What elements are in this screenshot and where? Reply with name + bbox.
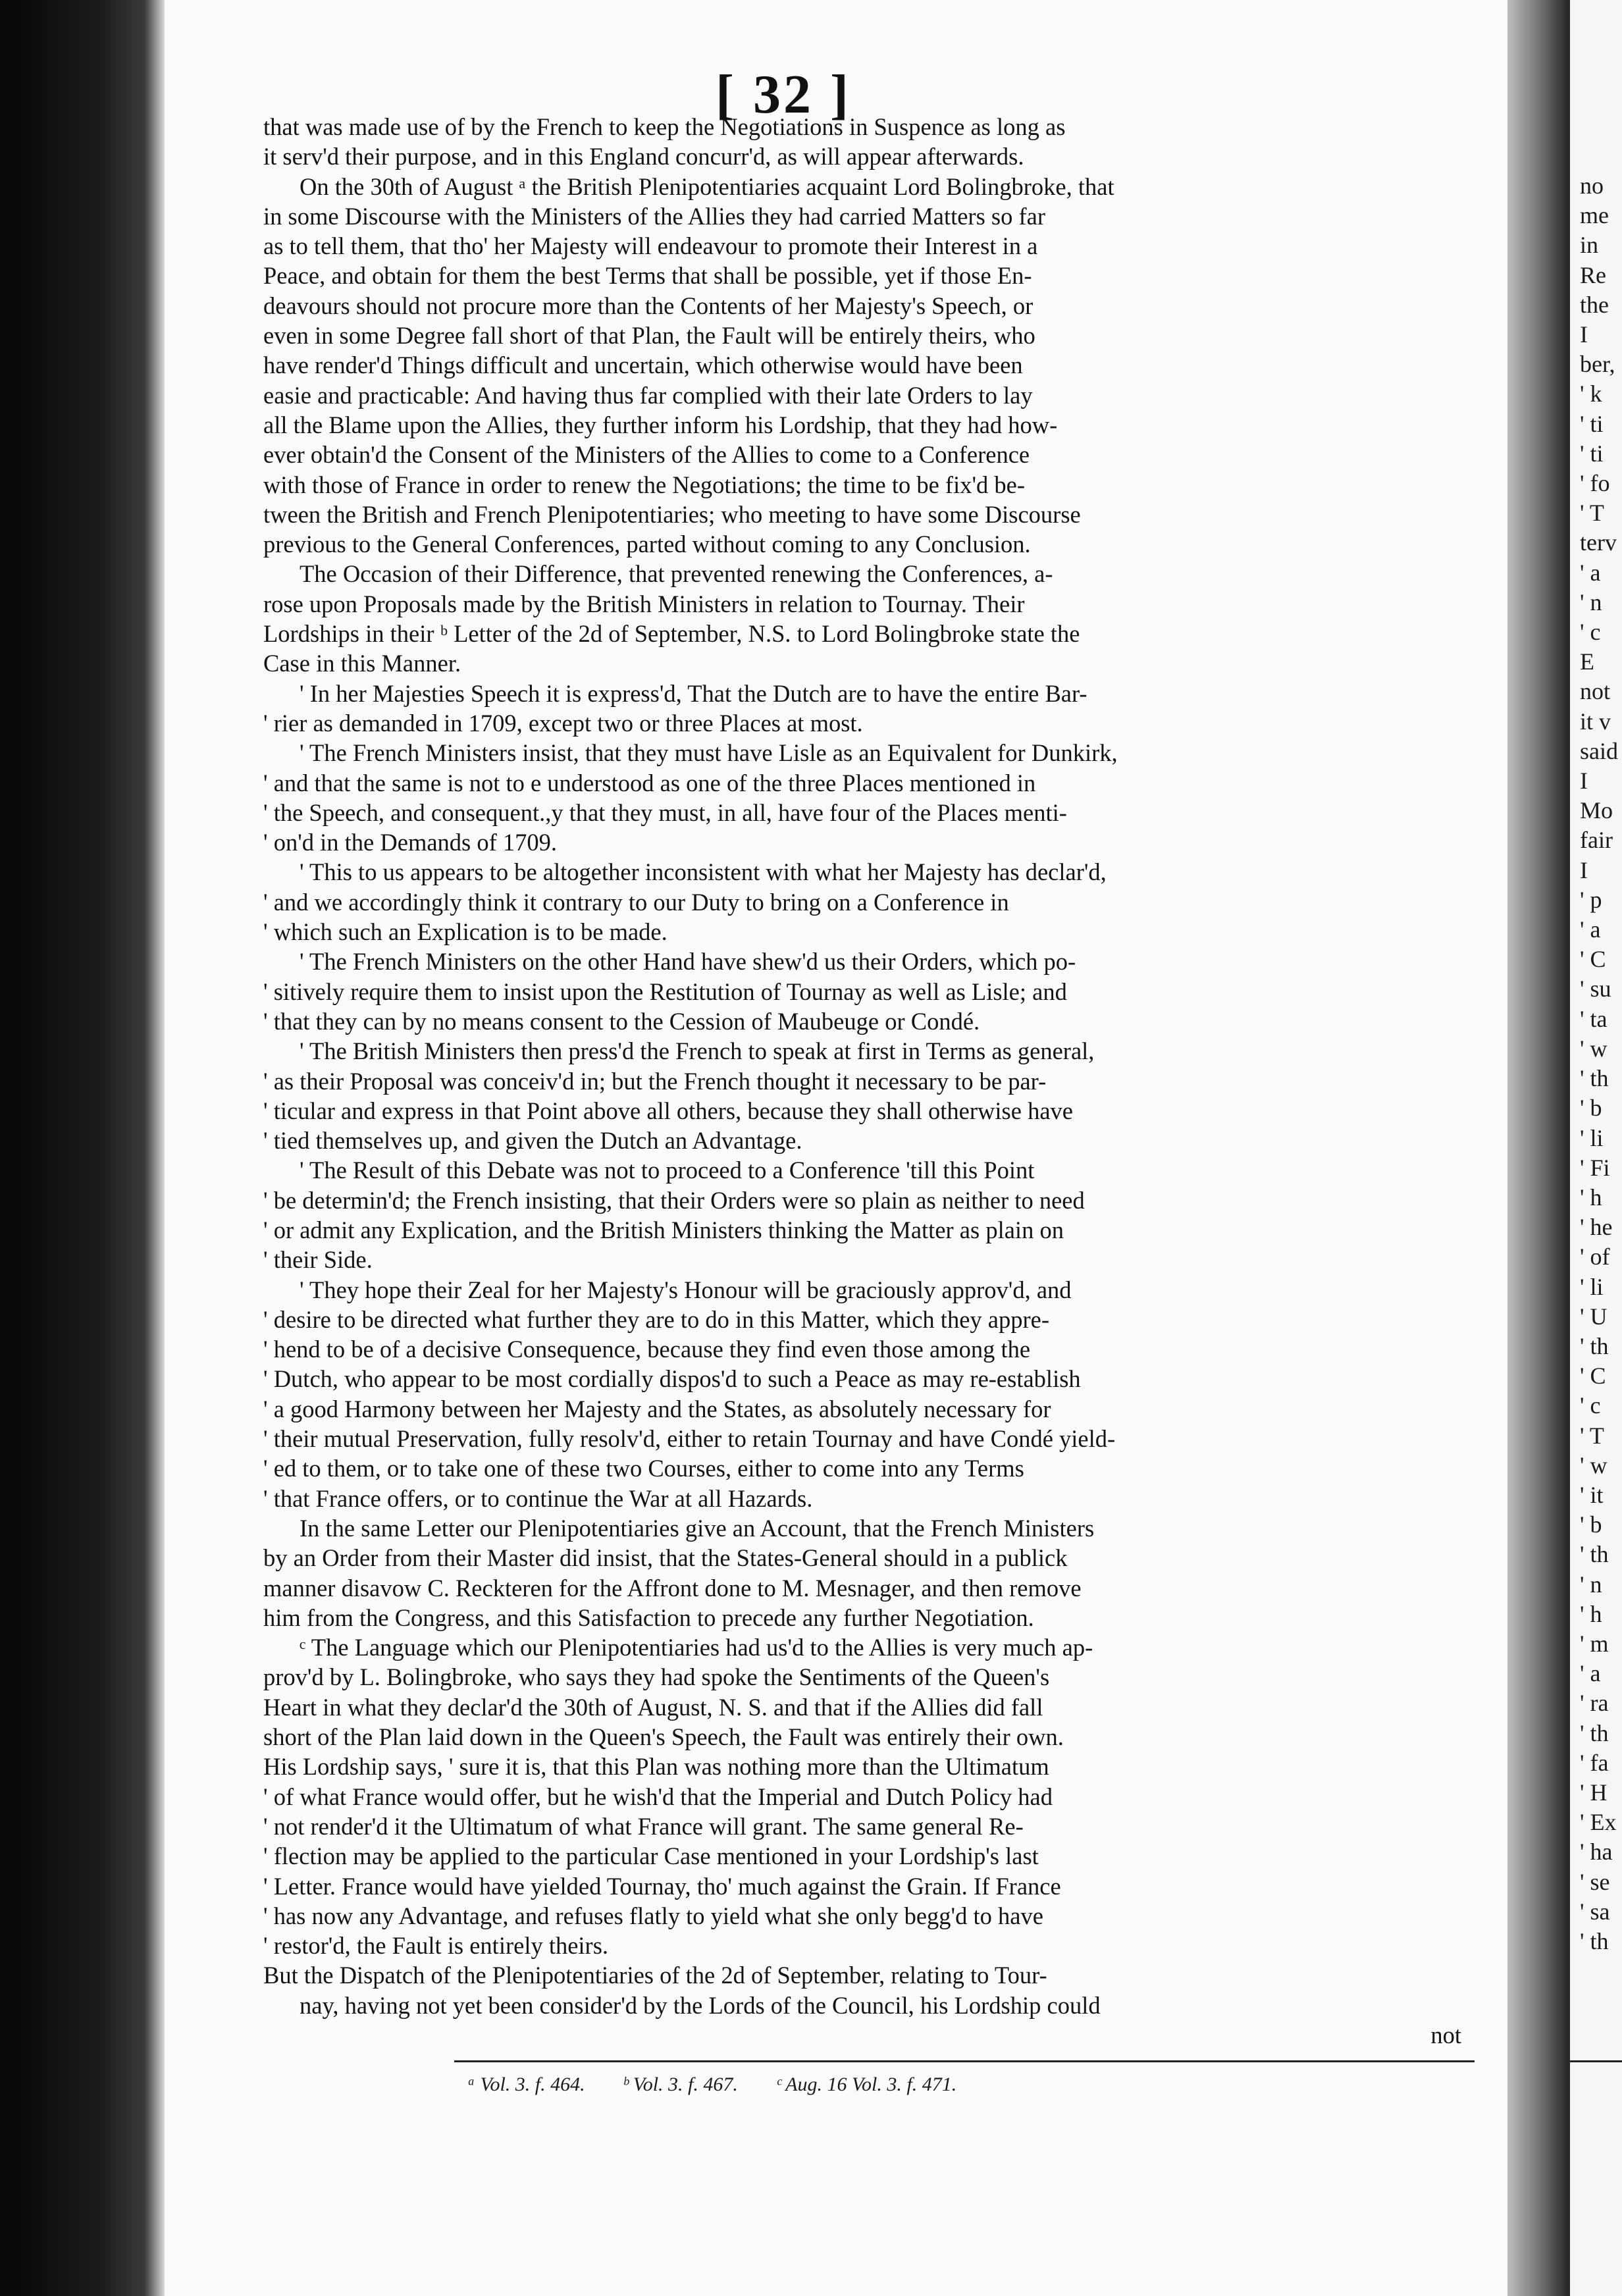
text-line: Case in this Manner.	[263, 650, 461, 677]
text-line: ' a good Harmony between her Majesty and the States, as absolutely necessary for	[263, 1395, 1051, 1422]
facing-text-fragment: ' su	[1580, 976, 1611, 1003]
text-line: In the same Letter our Plenipotentiaries give an Account, that the French Ministers	[300, 1514, 1095, 1542]
facing-text-fragment: fair	[1580, 827, 1613, 854]
text-line: ' has now any Advantage, and refuses flatly to yield what she only begg'd to have	[263, 1902, 1043, 1929]
text-line: tween the British and French Plenipotentiaries; who meeting to have some Discourse	[263, 500, 1081, 528]
facing-text-fragment: I	[1580, 321, 1588, 348]
text-line: manner disavow C. Reckteren for the Affront done to M. Mesnager, and then remove	[263, 1574, 1082, 1602]
footnotes	[467, 2074, 1494, 2096]
facing-text-fragment: ' ha	[1580, 1839, 1613, 1866]
footnote-a: ᵃ Vol. 3. f. 464.	[467, 2074, 585, 2095]
facing-text-fragment: ' p	[1580, 886, 1602, 913]
text-line: ' and we accordingly think it contrary to our Duty to bring on a Conference in	[263, 888, 1009, 916]
facing-text-fragment: ' w	[1580, 1035, 1608, 1062]
catchword: not	[1430, 2022, 1461, 2048]
text-line: ' ticular and express in that Point above all others, because they shall otherwise have	[263, 1097, 1073, 1124]
facing-text-fragment: ' c	[1580, 619, 1601, 646]
text-line: ' as their Proposal was conceiv'd in; but the French thought it necessary to be par-	[263, 1067, 1047, 1095]
text-line: ' their Side.	[263, 1246, 373, 1274]
facing-text-fragment: ' a	[1580, 916, 1601, 943]
text-line: have render'd Things difficult and uncertain, which otherwise would have been	[263, 352, 1023, 379]
footnote-divider	[454, 2060, 1475, 2062]
facing-text-fragment: terv	[1580, 529, 1617, 556]
text-line: His Lordship says, ' sure it is, that this Plan was nothing more than the Ultimatum	[263, 1753, 1049, 1781]
text-line: ' ed to them, or to take one of these two Courses, either to come into any Terms	[263, 1455, 1024, 1482]
facing-text-fragment: ' th	[1580, 1719, 1609, 1746]
facing-text-fragment: ' ta	[1580, 1005, 1608, 1032]
text-line: ' The Result of this Debate was not to proceed to a Conference 'till this Point	[300, 1157, 1035, 1184]
facing-text-fragment: ' C	[1580, 946, 1606, 973]
text-line: ' tied themselves up, and given the Dutch an Advantage.	[263, 1127, 802, 1155]
facing-text-fragment: ' sa	[1580, 1898, 1610, 1925]
facing-text-fragment: ' th	[1580, 1332, 1609, 1359]
text-line: ' The British Ministers then press'd the French to speak at first in Terms as general,	[300, 1037, 1095, 1065]
facing-text-fragment: E	[1580, 648, 1594, 675]
facing-text-fragment: ' th	[1580, 1065, 1609, 1092]
text-line: ' that France offers, or to continue the War at all Hazards.	[263, 1484, 813, 1512]
facing-text-fragment: ' fa	[1580, 1749, 1609, 1776]
text-line: Lordships in their ᵇ Letter of the 2d of September, N.S. to Lord Bolingbroke state the	[263, 620, 1080, 648]
facing-text-fragment: ' n	[1580, 588, 1602, 615]
text-line: short of the Plan laid down in the Queen's Speech, the Fault was entirely their own.	[263, 1723, 1064, 1751]
facing-text-fragment: ' li	[1580, 1273, 1604, 1300]
facing-text-fragment: ' fo	[1580, 470, 1610, 497]
facing-text-fragment: ' k	[1580, 380, 1602, 407]
facing-text-fragment: ' w	[1580, 1451, 1608, 1478]
facing-text-fragment: ' U	[1580, 1303, 1608, 1330]
facing-footnote-divider	[1570, 2060, 1622, 2062]
facing-text-fragment: ' ti	[1580, 440, 1604, 467]
facing-text-fragment: ' h	[1580, 1184, 1602, 1211]
facing-text-fragment: ' T	[1580, 500, 1604, 527]
text-line: ' on'd in the Demands of 1709.	[263, 829, 558, 856]
body-text	[263, 112, 1461, 2050]
facing-text-fragment: ' H	[1580, 1779, 1608, 1806]
facing-text-fragment: ' th	[1580, 1541, 1609, 1568]
text-line: ' sitively require them to insist upon the Restitution of Tournay as well as Lisle; and	[263, 978, 1067, 1005]
text-line: all the Blame upon the Allies, they further inform his Lordship, that they had how-	[263, 411, 1058, 438]
facing-text-fragment: ' h	[1580, 1600, 1602, 1627]
facing-text-fragment: ' c	[1580, 1392, 1601, 1419]
text-line: ' hend to be of a decisive Consequence, because they find even those among the	[263, 1336, 1031, 1363]
text-line: in some Discourse with the Ministers of the Allies they had carried Matters so far	[263, 202, 1045, 230]
facing-text-fragment: ' a	[1580, 559, 1601, 586]
facing-text-fragment: it v	[1580, 708, 1611, 735]
facing-text-fragment: ' th	[1580, 1927, 1609, 1954]
text-line: Peace, and obtain for them the best Terms that shall be possible, yet if those En-	[263, 262, 1032, 290]
facing-text-fragment: said	[1580, 737, 1618, 764]
text-line: ever obtain'd the Consent of the Ministers of the Allies to come to a Conference	[263, 441, 1030, 469]
facing-text-fragment: ' n	[1580, 1571, 1602, 1598]
text-line: nay, having not yet been consider'd by the Lords of the Council, his Lordship could	[300, 1991, 1101, 2019]
text-line: On the 30th of August ᵃ the British Plenipotentiaries acquaint Lord Bolingbroke, that	[300, 172, 1114, 200]
facing-text-fragment: ' se	[1580, 1868, 1610, 1895]
facing-text-fragment: ' b	[1580, 1511, 1602, 1538]
text-line: ' the Speech, and consequent.,y that they must, in all, have four of the Places menti-	[263, 798, 1067, 826]
text-line: it serv'd their purpose, and in this England concurr'd, as will appear afterwards.	[263, 143, 1024, 170]
facing-text-fragment: Mo	[1580, 797, 1613, 824]
text-line: ' desire to be directed what further they are to do in this Matter, which they appre-	[263, 1305, 1049, 1333]
facing-text-fragment: in	[1580, 232, 1599, 259]
text-line: rose upon Proposals made by the British Ministers in relation to Tournay. Their	[263, 590, 1025, 617]
facing-text-fragment: ' Fi	[1580, 1154, 1610, 1181]
facing-text-fragment: ' it	[1580, 1481, 1604, 1508]
facing-text-fragment: not	[1580, 678, 1611, 705]
text-line: as to tell them, that tho' her Majesty will endeavour to promote their Interest in a	[263, 232, 1038, 260]
facing-text-fragment: I	[1580, 856, 1588, 883]
facing-text-fragment: Re	[1580, 261, 1606, 288]
text-line: But the Dispatch of the Plenipotentiaries of the 2d of September, relating to Tour-	[263, 1962, 1047, 1989]
scan-dark-edge-left	[0, 0, 165, 2296]
facing-text-fragment: ' C	[1580, 1363, 1606, 1390]
facing-text-fragment: ' m	[1580, 1630, 1609, 1657]
facing-text-fragment: ' Ex	[1580, 1809, 1617, 1836]
text-line: him from the Congress, and this Satisfaction to precede any further Negotiation.	[263, 1604, 1034, 1631]
facing-text-fragment: ' b	[1580, 1095, 1602, 1122]
facing-text-fragment: ' he	[1580, 1214, 1613, 1241]
text-line: ' of what France would offer, but he wish'd that the Imperial and Dutch Policy had	[263, 1783, 1053, 1810]
text-line: prov'd by L. Bolingbroke, who says they had spoke the Sentiments of the Queen's	[263, 1663, 1050, 1691]
text-line: ' which such an Explication is to be made.	[263, 918, 667, 946]
text-line: ᶜ The Language which our Plenipotentiaries had us'd to the Allies is very much ap-	[300, 1634, 1093, 1661]
text-line: that was made use of by the French to keep the Negotiations in Suspence as long as	[263, 113, 1066, 140]
facing-page-text-fragments	[1580, 171, 1622, 1956]
text-line: ' that they can by no means consent to the Cession of Maubeuge or Condé.	[263, 1007, 980, 1035]
text-line: with those of France in order to renew the Negotiations; the time to be fix'd be-	[263, 471, 1026, 498]
facing-text-fragment: me	[1580, 202, 1609, 229]
facing-text-fragment: ' a	[1580, 1660, 1601, 1687]
text-line: ' Letter. France would have yielded Tournay, tho' much against the Grain. If France	[263, 1872, 1061, 1900]
facing-text-fragment: ' li	[1580, 1124, 1604, 1151]
text-line: ' In her Majesties Speech it is express'd, That the Dutch are to have the entire Bar-	[300, 679, 1087, 707]
facing-text-fragment: ' of	[1580, 1243, 1610, 1270]
text-line: deavours should not procure more than the Contents of her Majesty's Speech, or	[263, 292, 1033, 319]
facing-text-fragment: ber,	[1580, 351, 1615, 378]
facing-text-fragment: ' T	[1580, 1422, 1604, 1449]
text-line: ' their mutual Preservation, fully resolv'd, either to retain Tournay and have Condé yield-	[263, 1425, 1116, 1453]
text-line: The Occasion of their Difference, that prevented renewing the Conferences, a-	[300, 560, 1053, 588]
facing-text-fragment: I	[1580, 768, 1588, 795]
page-number: [ 32 ]	[716, 64, 851, 125]
text-line: even in some Degree fall short of that Plan, the Fault will be entirely theirs, who	[263, 322, 1035, 350]
text-line: ' or admit any Explication, and the British Ministers thinking the Matter as plain on	[263, 1216, 1064, 1243]
text-line: ' rier as demanded in 1709, except two or three Places at most.	[263, 709, 863, 737]
text-line: ' and that the same is not to e understood as one of the three Places mentioned in	[263, 769, 1036, 796]
text-line: ' be determin'd; the French insisting, that their Orders were so plain as neither to need	[263, 1186, 1085, 1214]
text-line: ' The French Ministers insist, that they must have Lisle as an Equivalent for Dunkirk,	[300, 739, 1118, 767]
text-line: ' flection may be applied to the particular Case mentioned in your Lordship's last	[263, 1842, 1039, 1870]
footnote-b: ᵇ Vol. 3. f. 467.	[623, 2074, 738, 2095]
text-line: ' restor'd, the Fault is entirely theirs.	[263, 1932, 609, 1960]
footnote-c: ᶜ Aug. 16 Vol. 3. f. 471.	[775, 2074, 957, 2095]
facing-text-fragment: ' ti	[1580, 410, 1604, 437]
text-line: ' They hope their Zeal for her Majesty's Honour will be graciously approv'd, and	[300, 1276, 1072, 1303]
text-line: ' Dutch, who appear to be most cordially dispos'd to such a Peace as may re-establish	[263, 1365, 1081, 1393]
text-line: easie and practicable: And having thus far complied with their late Orders to lay	[263, 381, 1033, 409]
text-line: Heart in what they declar'd the 30th of August, N. S. and that if the Allies did fall	[263, 1693, 1043, 1721]
facing-text-fragment: ' ra	[1580, 1690, 1609, 1717]
text-line: ' not render'd it the Ultimatum of what France will grant. The same general Re-	[263, 1812, 1024, 1840]
text-line: by an Order from their Master did insist, that the States-General should in a publick	[263, 1544, 1068, 1572]
facing-text-fragment: the	[1580, 291, 1609, 318]
text-line: previous to the General Conferences, parted without coming to any Conclusion.	[263, 531, 1031, 558]
facing-text-fragment: no	[1580, 172, 1604, 199]
text-line: ' This to us appears to be altogether inconsistent with what her Majesty has declar'd,	[300, 858, 1107, 886]
text-line: ' The French Ministers on the other Hand have shew'd us their Orders, which po-	[300, 948, 1076, 976]
